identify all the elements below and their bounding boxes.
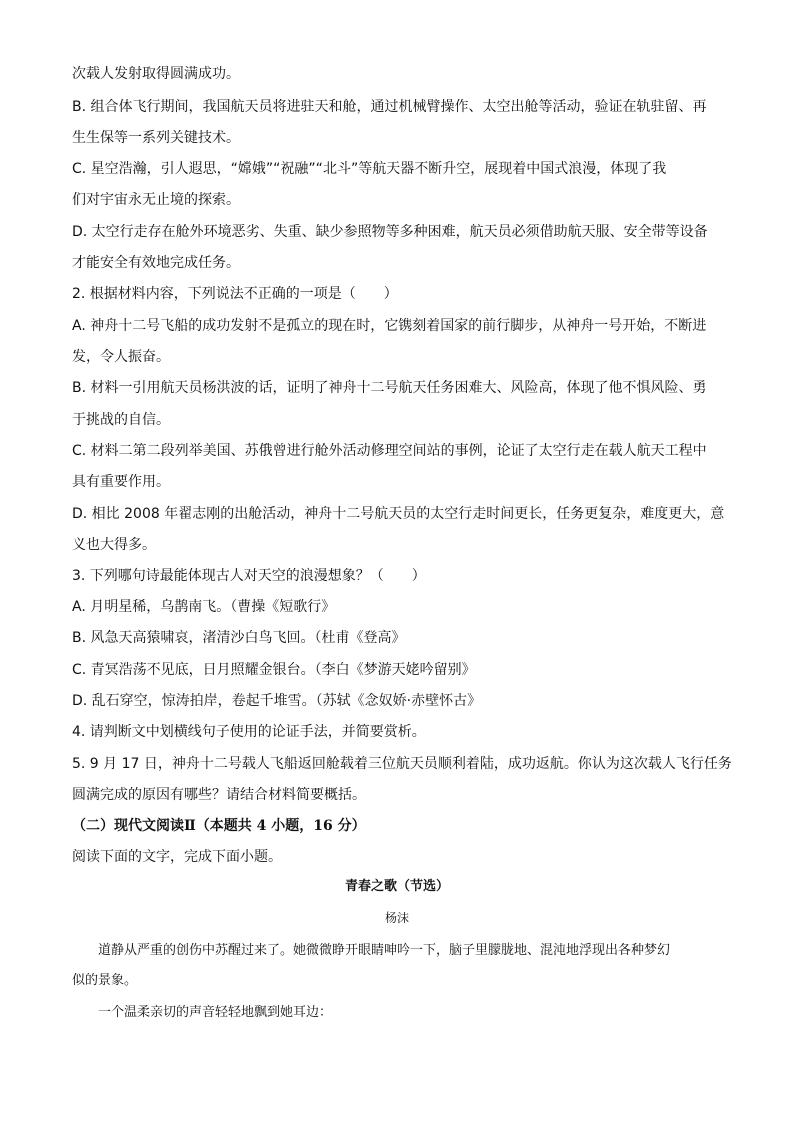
- passage-paragraph-1-line1: 道静从严重的创伤中苏醒过来了。她微微睁开眼睛呻吟一下，脑子里朦胧地、混沌地浮现出各种梦幻: [98, 943, 671, 958]
- q3-option-c: C. 青冥浩荡不见底，日月照耀金银台。（李白《梦游天姥吟留别》: [72, 662, 476, 678]
- q2-option-c-line1: C. 材料二第二段列举美国、苏俄曾进行舱外活动修理空间站的事例，论证了太空行走在载人航天工程中: [72, 443, 707, 459]
- q2-option-d-line2: 义也大得多。: [72, 537, 156, 553]
- passage-paragraph-2: 一个温柔亲切的声音轻轻地飘到她耳边：: [98, 1005, 333, 1020]
- question-5-line2: 圆满完成的原因有哪些？请结合材料简要概括。: [72, 787, 366, 803]
- q2-option-a-line1: A. 神舟十二号飞船的成功发射不是孤立的现在时，它镌刻着国家的前行脚步，从神舟一号开始，不断进: [72, 318, 707, 334]
- passage-title: 青春之歌（节选）: [344, 879, 449, 894]
- q2-option-a-line2: 发，令人振奋。: [72, 349, 170, 365]
- q2-option-b-line2: 于挑战的自信。: [72, 412, 170, 428]
- q1-option-b-line1: B. 组合体飞行期间，我国航天员将进驻天和舱，通过机械臂操作、太空出舱等活动，验证在轨驻留、再: [72, 99, 707, 115]
- q2-option-c-line2: 具有重要作用。: [72, 474, 170, 490]
- text-line-continuation: 次载人发射取得圆满成功。: [72, 66, 240, 82]
- q3-option-a: A. 月明星稀，乌鹊南飞。（曹操《短歌行》: [72, 599, 336, 615]
- q2-option-d-line1: D. 相比 2008 年翟志刚的出舱活动，神舟十二号航天员的太空行走时间更长，任务更复杂，难度更大，意: [72, 506, 725, 522]
- passage-author: 杨沫: [384, 911, 409, 925]
- question-4: 4. 请判断文中划横线句子使用的论证手法，并简要赏析。: [72, 724, 426, 740]
- q1-option-b-line2: 生生保等一系列关键技术。: [72, 130, 240, 146]
- reading-instruction: 阅读下面的文字，完成下面小题。: [72, 849, 282, 865]
- q2-option-b-line1: B. 材料一引用航天员杨洪波的话，证明了神舟十二号航天任务困难大、风险高，体现了他不惧风险、勇: [72, 380, 707, 396]
- question-5-line1: 5. 9 月 17 日，神舟十二号载人飞船返回舱载着三位航天员顺利着陆，成功返航。你认为这次载人飞行任务: [72, 756, 732, 772]
- question-3-stem: 3. 下列哪句诗最能体现古人对天空的浪漫想象？（ ）: [72, 568, 426, 584]
- q3-option-d: D. 乱石穿空，惊涛拍岸，卷起千堆雪。（苏轼《念奴娇·赤壁怀古》: [72, 693, 482, 709]
- q3-option-b: B. 风急天高猿啸哀，渚清沙白鸟飞回。（杜甫《登高》: [72, 630, 406, 646]
- q1-option-c-line1: C. 星空浩瀚，引人遐思，“嫦娥”“祝融”“北斗”等航天器不断升空，展现着中国式浪漫，体现了我: [72, 161, 667, 177]
- q1-option-c-line2: 们对宇宙永无止境的探索。: [72, 192, 240, 208]
- q1-option-d-line2: 才能安全有效地完成任务。: [72, 255, 240, 271]
- passage-paragraph-1-line2: 似的景象。: [72, 973, 138, 988]
- section-heading: （二）现代文阅读Ⅱ（本题共 4 小题，16 分）: [72, 818, 366, 834]
- question-2-stem: 2. 根据材料内容，下列说法不正确的一项是（ ）: [72, 286, 398, 302]
- q1-option-d-line1: D. 太空行走存在舱外环境恶劣、失重、缺少参照物等多种困难，航天员必须借助航天服、安全带等设备: [72, 224, 708, 240]
